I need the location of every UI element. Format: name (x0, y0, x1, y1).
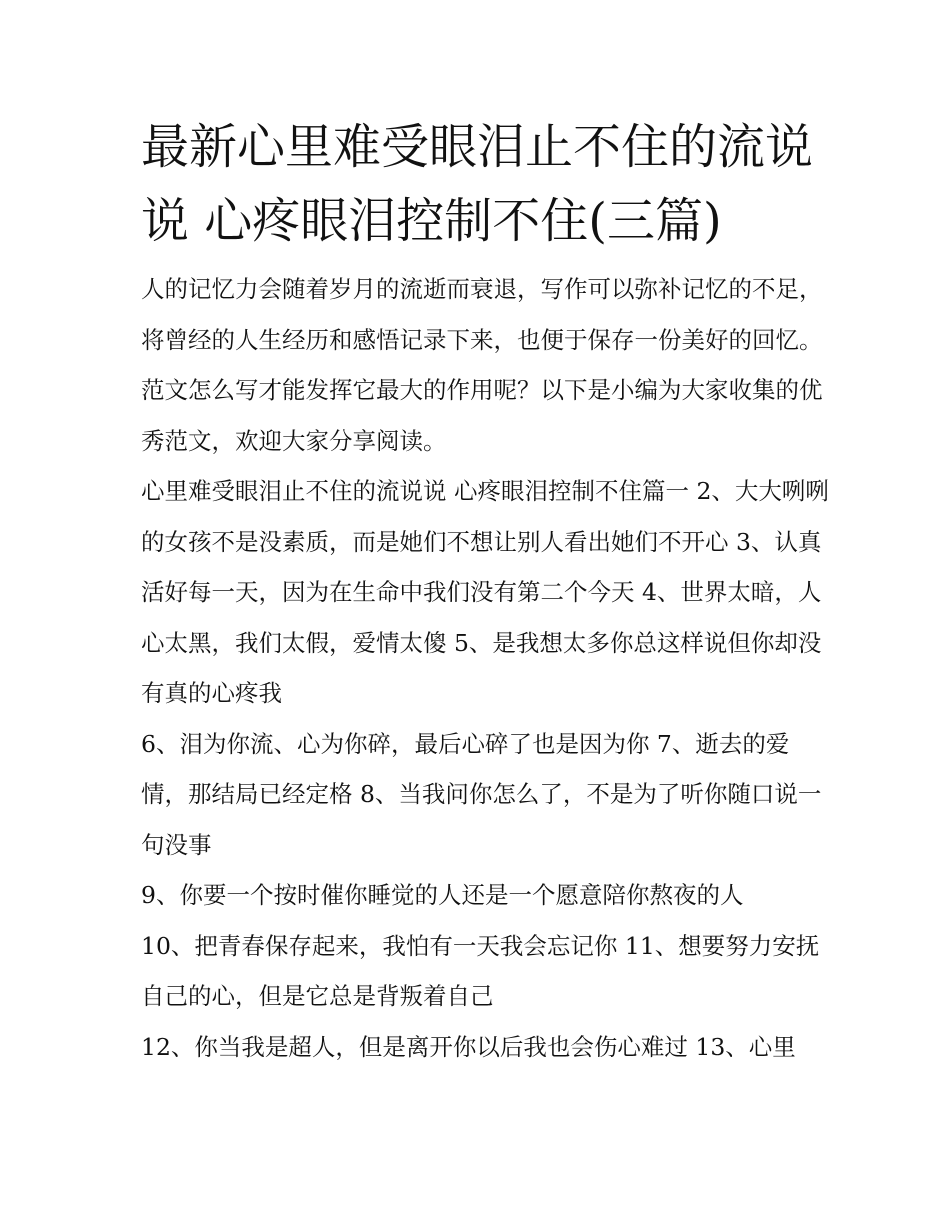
paragraph-3: 9、你要一个按时催你睡觉的人还是一个愿意陪你熬夜的人 (141, 881, 744, 909)
paragraph-4: 10、把青春保存起来，我怕有一天我会忘记你 11、想要努力安抚自己的心，但是它总是背叛着自己 (141, 931, 820, 1010)
document-body (141, 110, 831, 1072)
document-title: 最新心里难受眼泪止不住的流说说 心疼眼泪控制不住(三篇) (141, 119, 814, 249)
paragraph-1: 心里难受眼泪止不住的流说说 心疼眼泪控制不住篇一 2、大大咧咧的女孩不是没素质，而是她们不想让别人看出她们不开心 3、认真活好每一天，因为在生命中我们没有第二个今天 4、世界太暗，人心太黑，我们太假，爱情太傻 5、是我想太多你总这样说但你却没有真的心疼我 (141, 477, 829, 707)
paragraph-2: 6、泪为你流、心为你碎，最后心碎了也是因为你 7、逝去的爱情，那结局已经定格 8、当我问你怎么了，不是为了听你随口说一句没事 (141, 729, 822, 859)
paragraph-intro: 人的记忆力会随着岁月的流逝而衰退，写作可以弥补记忆的不足，将曾经的人生经历和感悟记录下来，也便于保存一份美好的回忆。范文怎么写才能发挥它最大的作用呢？以下是小编为大家收集的优秀范文，欢迎大家分享阅读。 (141, 275, 823, 455)
paragraph-5: 12、你当我是超人，但是离开你以后我也会伤心难过 13、心里 (141, 1032, 796, 1061)
